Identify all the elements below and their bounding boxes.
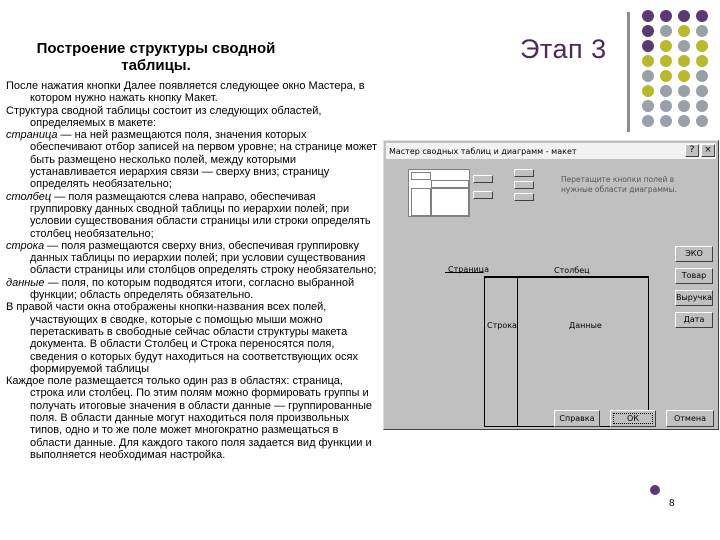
decorative-dot bbox=[642, 55, 654, 67]
decorative-dot bbox=[696, 10, 708, 22]
paragraph-row: строка — поля размещаются сверху вниз, обеспечивая группировку данных таблицы по иерархии полей; при условии существования области страницы или столбцов определять строку необязательно; bbox=[6, 239, 377, 277]
decorative-dot bbox=[678, 100, 690, 112]
decorative-dot bbox=[650, 485, 660, 495]
decorative-dot bbox=[696, 85, 708, 97]
column-area-label: Столбец bbox=[554, 266, 590, 275]
body-text bbox=[6, 80, 378, 461]
paragraph-page: страница — на ней размещаются поля, значения которых обеспечивают отбор записей на первом уровне; на странице может быть размещено несколько полей, между которыми устанавливается иерархия связи — сверху вниз; страницу определять необязательно; bbox=[6, 129, 377, 191]
term-data: данные bbox=[6, 276, 45, 289]
decorative-dot bbox=[642, 25, 654, 37]
decorative-dot bbox=[642, 85, 654, 97]
decorative-dot bbox=[660, 85, 672, 97]
paragraph-right-side: В правой части окна отображены кнопки-названия всех полей, участвующих в сводке, которые с помощью мыши можно перетаскивать в свободные сейчас области структуры макета документа. В области Столбец и Строка переносятся поля, сведения о которых будут находиться на соответствующих осях формируемой таблицы bbox=[6, 301, 358, 375]
row-area[interactable] bbox=[484, 277, 518, 427]
help-button[interactable]: ? bbox=[685, 144, 699, 157]
layout-illustration bbox=[408, 169, 470, 217]
decorative-dot bbox=[696, 70, 708, 82]
decorative-dot bbox=[678, 115, 690, 127]
data-area-label: Данные bbox=[569, 321, 602, 330]
decorative-dot bbox=[660, 40, 672, 52]
illustration-field-button bbox=[473, 191, 493, 199]
vertical-divider bbox=[627, 12, 630, 132]
decorative-dot bbox=[642, 40, 654, 52]
decorative-dot bbox=[642, 10, 654, 22]
ok-button[interactable]: ОК bbox=[610, 410, 656, 427]
illustration-field-button bbox=[514, 169, 534, 177]
decorative-dot bbox=[696, 115, 708, 127]
term-row: строка bbox=[6, 239, 45, 252]
illustration-field-button bbox=[514, 181, 534, 189]
decorative-dot bbox=[678, 25, 690, 37]
decorative-dot bbox=[660, 115, 672, 127]
decorative-dot bbox=[642, 100, 654, 112]
illustration-field-button bbox=[473, 175, 493, 183]
paragraph-structure: Структура сводной таблицы состоит из следующих областей, определяемых в макете: bbox=[6, 104, 322, 129]
decorative-dot bbox=[696, 100, 708, 112]
decorative-dot bbox=[696, 55, 708, 67]
help-bottom-button[interactable]: Справка bbox=[554, 410, 600, 427]
field-button-date[interactable]: Дата bbox=[675, 312, 713, 328]
decorative-dot bbox=[660, 25, 672, 37]
decorative-dot bbox=[678, 70, 690, 82]
page-number: 8 bbox=[669, 498, 675, 509]
illustration-field-button bbox=[514, 193, 534, 201]
pivot-layout-dialog bbox=[383, 140, 719, 430]
illustration-page-box bbox=[411, 172, 431, 180]
slide-title: Построение структуры сводной таблицы. bbox=[36, 40, 276, 74]
decorative-dot bbox=[678, 10, 690, 22]
decorative-dot bbox=[660, 100, 672, 112]
decorative-dot bbox=[678, 40, 690, 52]
paragraph-intro: После нажатия кнопки Далее появляется следующее окно Мастера, в котором нужно нажать кнопку Макет. bbox=[6, 80, 365, 105]
data-area[interactable] bbox=[517, 277, 649, 427]
term-page: страница bbox=[6, 129, 58, 142]
decorative-dot bbox=[696, 25, 708, 37]
decorative-dot bbox=[642, 70, 654, 82]
dialog-titlebar bbox=[386, 143, 716, 159]
field-button-product[interactable]: Товар bbox=[675, 268, 713, 284]
decorative-dot bbox=[660, 70, 672, 82]
cancel-button[interactable]: Отмена bbox=[666, 410, 714, 427]
row-area-label: Строка bbox=[487, 321, 517, 330]
close-button[interactable]: × bbox=[701, 144, 715, 157]
field-button-revenue[interactable]: Выручка bbox=[675, 290, 713, 306]
page-area-label: Страница bbox=[448, 265, 490, 274]
illustration-row-box bbox=[411, 188, 431, 216]
paragraph-data: данные — поля, по которым подводятся итоги, согласно выбранной функции; область определять обязательно. bbox=[6, 276, 355, 302]
decorative-dot bbox=[696, 40, 708, 52]
paragraph-fields: Каждое поле размещается только один раз в областях: страница, строка или столбец. По этим полям можно формировать группы и получать итоговые значения в области данные — группированные поля. В области данные могут находиться поля произвольных типов, одно и то же поле может многократно размещаться в области данные. Для каждого такого поля задается вид функции и выполняется необходимая настройка. bbox=[6, 375, 372, 461]
decorative-dot bbox=[660, 10, 672, 22]
decorative-dot bbox=[678, 55, 690, 67]
decorative-dot bbox=[660, 55, 672, 67]
paragraph-column: столбец — поля размещаются слева направо, обеспечивая группировку данных сводной таблицы по иерархии полей; при условии существования области страницы или строки определять столбец необязательно; bbox=[6, 190, 371, 240]
term-column: столбец bbox=[6, 190, 52, 203]
decorative-dots bbox=[640, 10, 720, 126]
illustration-column-box bbox=[431, 180, 469, 188]
dialog-title: Мастер сводных таблиц и диаграмм - макет bbox=[389, 146, 577, 156]
illustration-data-box bbox=[431, 188, 469, 216]
field-button-eko[interactable]: ЭКО bbox=[675, 246, 713, 262]
stage-label: Этап 3 bbox=[520, 34, 607, 64]
dialog-hint: Перетащите кнопки полей в нужные области диаграммы. bbox=[561, 175, 677, 194]
decorative-dot bbox=[642, 115, 654, 127]
decorative-dot bbox=[678, 85, 690, 97]
